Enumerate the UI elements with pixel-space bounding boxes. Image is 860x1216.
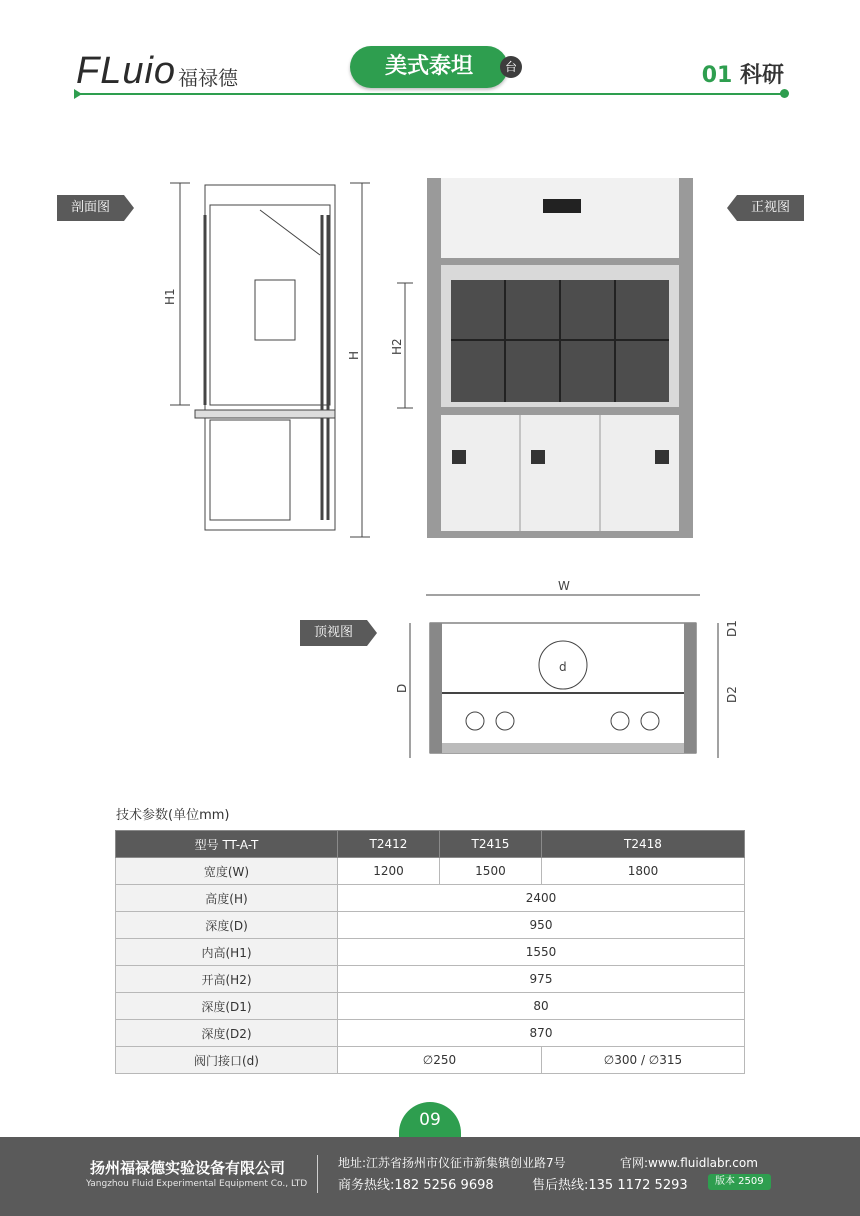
table-header: T2418 — [541, 831, 744, 858]
table-row — [116, 1047, 745, 1074]
spec-table — [115, 830, 745, 1074]
dim-h2-label: H2 — [390, 338, 404, 355]
table-row — [116, 1020, 745, 1047]
table-header: T2415 — [439, 831, 541, 858]
cell: 2400 — [338, 885, 745, 912]
dim-d2-label: D2 — [725, 686, 739, 703]
version-badge: 版本 2509 — [708, 1174, 771, 1190]
front-view-drawing — [385, 175, 705, 545]
footer-website[interactable]: 官网:www.fluidlabr.com — [620, 1156, 758, 1170]
footer-company-en: Yangzhou Fluid Experimental Equipment Co., LTD — [86, 1179, 308, 1189]
row-label: 深度(D2) — [116, 1020, 338, 1047]
cell: 1800 — [541, 858, 744, 885]
dim-h-label: H — [347, 350, 361, 360]
cell: 950 — [338, 912, 745, 939]
dim-d-label: D — [395, 683, 409, 693]
dim-h1-label: H1 — [163, 288, 177, 305]
tag-top-view: 顶视图 — [300, 620, 367, 646]
section-view-drawing — [150, 175, 380, 555]
page-number: 09 — [399, 1102, 461, 1142]
table-header: T2412 — [338, 831, 440, 858]
row-label: 内高(H1) — [116, 939, 338, 966]
cell: 975 — [338, 966, 745, 993]
dim-valve-label: d — [559, 660, 567, 674]
footer-sales-phone: 售后热线:135 1172 5293 — [532, 1178, 688, 1193]
footer-biz-phone: 商务热线:182 5256 9698 — [338, 1178, 494, 1193]
dim-d1-label: D1 — [725, 620, 739, 637]
table-row — [116, 885, 745, 912]
row-label: 深度(D1) — [116, 993, 338, 1020]
cell: 80 — [338, 993, 745, 1020]
params-title: 技术参数(单位mm) — [116, 808, 230, 823]
table-row — [116, 912, 745, 939]
cell: 1550 — [338, 939, 745, 966]
title-badge: 台 — [500, 56, 522, 78]
table-row — [116, 993, 745, 1020]
row-label: 宽度(W) — [116, 858, 338, 885]
brand-logo: FLuio — [76, 50, 177, 92]
row-label: 高度(H) — [116, 885, 338, 912]
dim-w-label: W — [558, 579, 570, 593]
table-row — [116, 939, 745, 966]
row-label: 开高(H2) — [116, 966, 338, 993]
cell: ∅300 / ∅315 — [541, 1047, 744, 1074]
header-dot — [780, 89, 789, 98]
brand-name: 福禄德 — [178, 66, 238, 90]
footer-address: 地址:江苏省扬州市仪征市新集镇创业路7号 — [338, 1156, 566, 1170]
section-name: 科研 — [739, 63, 784, 88]
table-row — [116, 858, 745, 885]
cell: 870 — [338, 1020, 745, 1047]
row-label: 深度(D) — [116, 912, 338, 939]
footer-divider — [317, 1155, 318, 1193]
section-indicator — [702, 58, 784, 89]
cell: 1500 — [439, 858, 541, 885]
table-row — [116, 966, 745, 993]
tag-front-view: 正视图 — [737, 195, 804, 221]
row-label: 阀门接口(d) — [116, 1047, 338, 1074]
footer — [0, 1137, 860, 1216]
section-number: 01 — [701, 63, 733, 88]
top-view-drawing — [390, 575, 750, 775]
tag-section-view: 剖面图 — [57, 195, 124, 221]
table-header-row — [116, 831, 745, 858]
page-title: 美式泰坦 — [350, 46, 508, 88]
table-header: 型号 TT-A-T — [116, 831, 338, 858]
cell: 1200 — [338, 858, 440, 885]
header-divider — [78, 93, 784, 95]
cell: ∅250 — [338, 1047, 542, 1074]
footer-company: 扬州福禄德实验设备有限公司 — [90, 1159, 286, 1177]
